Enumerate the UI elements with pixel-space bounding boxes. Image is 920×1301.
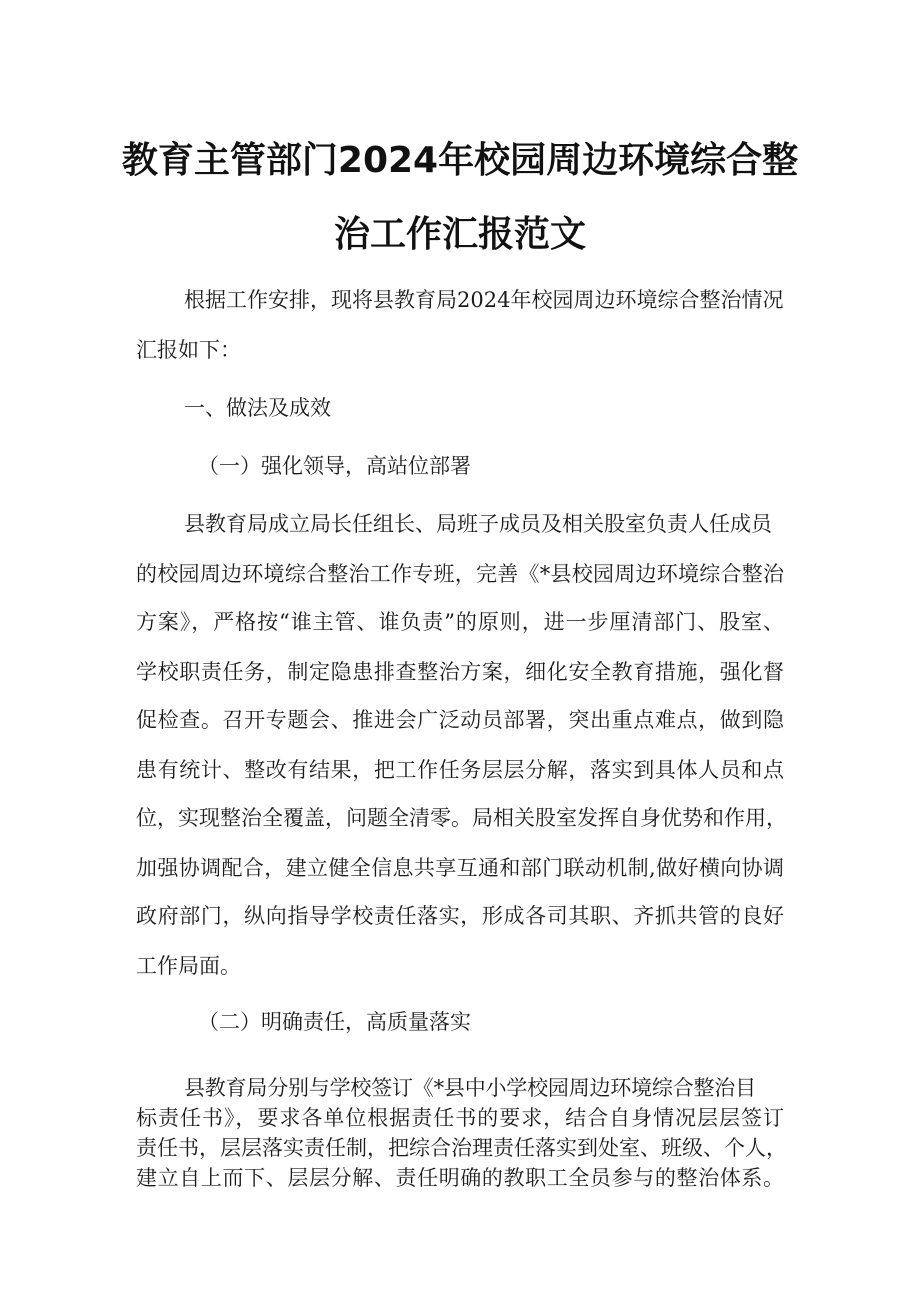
subsection-1-line-4: 学校职责任务，制定隐患排查整治方案，细化安全教育措施，强化督 — [136, 660, 784, 684]
subsection-2-line-2: 标责任书》，要求各单位根据责任书的要求，结合自身情况层层签订 — [136, 1106, 784, 1130]
subsection-1-line-9: 政府部门，纵向指导学校责任落实，形成各司其职、齐抓共管的良好 — [136, 904, 784, 928]
subsection-1-line-2: 的校园周边环境综合整治工作专班，完善《*县校园周边环境综合整治 — [136, 562, 784, 586]
subsection-1-line-10: 工作局面。 — [136, 954, 241, 978]
document-title-line-2: 治工作汇报范文 — [333, 214, 586, 255]
section-1-heading: 一、做法及成效 — [184, 396, 331, 420]
subsection-2-line-3: 责任书，层层落实责任制，把综合治理责任落实到处室、班级、个人， — [136, 1136, 787, 1160]
subsection-1-line-1: 县教育局成立局长任组长、局班子成员及相关股室负责人任成员 — [184, 512, 772, 536]
subsection-1-line-5: 促检查。召开专题会、推进会广泛动员部署，突出重点难点，做到隐 — [136, 708, 784, 732]
intro-line-1: 根据工作安排，现将县教育局2024年校园周边环境综合整治情况 — [184, 288, 784, 312]
subsection-2-heading: （二）明确责任，高质量落实 — [198, 1010, 471, 1034]
subsection-1-heading: （一）强化领导，高站位部署 — [198, 454, 471, 478]
subsection-1-line-3: 方案》，严格按“谁主管、谁负责”的原则，进一步厘清部门、股室、 — [136, 610, 784, 634]
subsection-1-line-6: 患有统计、整改有结果，把工作任务层层分解，落实到具体人员和点 — [136, 758, 784, 782]
subsection-2-line-1: 县教育局分别与学校签订《*县中小学校园周边环境综合整治目 — [184, 1076, 756, 1100]
subsection-2-line-4: 建立自上而下、层层分解、责任明确的教职工全员参与的整治体系。 — [136, 1166, 784, 1190]
intro-line-2: 汇报如下： — [136, 338, 241, 362]
subsection-1-line-7: 位，实现整治全覆盖，问题全清零。局相关股室发挥自身优势和作用， — [136, 806, 787, 830]
subsection-1-line-8: 加强协调配合，建立健全信息共享互通和部门联动机制,做好横向协调 — [136, 856, 784, 880]
document-title-line-1: 教育主管部门2024年校园周边环境综合整 — [121, 140, 799, 181]
